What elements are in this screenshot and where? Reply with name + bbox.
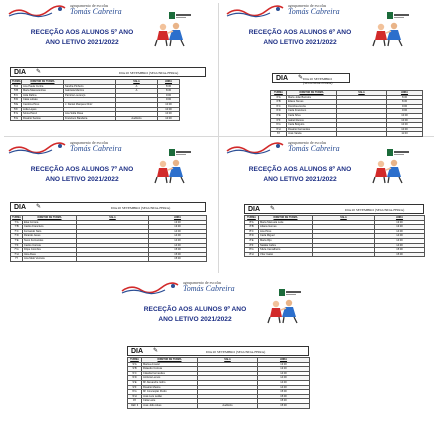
- school-group-label: agrupamento de escolas: [288, 3, 327, 8]
- day-date: DIA 20 SETEMBRO (SEGUNDA-FEIRA): [111, 206, 171, 210]
- table-cell: 8ºC: [245, 229, 259, 234]
- table-cell: 14:00: [149, 234, 207, 239]
- table-cell: Auditório: [116, 116, 158, 121]
- day-label: DIA: [14, 69, 27, 76]
- edit-icon: ✎: [270, 206, 276, 212]
- school-name-text: Tomás Cabreira: [183, 284, 235, 293]
- table-row: [245, 252, 425, 257]
- children-illustration-icon: [154, 21, 186, 47]
- table-cell: 10:30: [158, 116, 180, 121]
- table-cell: Nuno Fernandes: [23, 238, 77, 243]
- table-cell: 10:00: [387, 118, 423, 123]
- table-cell: 15:00: [375, 248, 425, 253]
- table-cell: 9ºH: [128, 394, 142, 399]
- table-cell: 10:30: [387, 127, 423, 132]
- school-name-text: Tomás Cabreira: [70, 7, 122, 16]
- table-cell: Carla Francisco: [287, 109, 337, 114]
- table-row: [11, 257, 207, 262]
- edit-icon: ✎: [36, 69, 42, 75]
- school-name-text: Tomás Cabreira: [70, 144, 122, 153]
- table-cell: Ana Paula Cunha: [22, 84, 64, 89]
- children-illustration-icon: [154, 158, 186, 184]
- school-group-label: agrupamento de escolas: [183, 280, 222, 285]
- table-cell: 6ºI: [271, 132, 287, 137]
- table-cell: Rosário Mestre: [142, 385, 198, 390]
- table-cell: Elsa Correia: [23, 220, 77, 225]
- table-cell: 5ºH: [11, 116, 22, 121]
- table-cell: 7ºH: [11, 252, 23, 257]
- table-cell: 6ºH: [271, 127, 287, 132]
- schedule-table: [10, 79, 207, 121]
- title-line-1: RECEÇÃO AOS ALUNOS 5º ANO: [30, 29, 134, 36]
- day-label: DIA: [14, 204, 27, 211]
- schedule-table: [244, 215, 425, 257]
- notice-title: [234, 165, 366, 185]
- school-name: [70, 141, 122, 153]
- table-cell: Patrícia Lourenço: [64, 93, 116, 98]
- card-header: [4, 3, 211, 21]
- table-cell: 5ºB: [11, 89, 22, 94]
- table-cell: 10:30: [387, 123, 423, 128]
- day-box: [127, 346, 309, 356]
- table-cell: 14:00: [258, 376, 310, 381]
- table-row: [271, 132, 423, 137]
- table-cell: 10:00: [158, 107, 180, 112]
- children-illustration-icon: [372, 158, 404, 184]
- column-header: DIRETOR DE TURMA: [142, 358, 198, 363]
- card-header: [117, 280, 321, 298]
- edit-icon: ✎: [298, 75, 304, 81]
- table-cell: 8:30: [158, 84, 180, 89]
- table-cell: 5ºA: [11, 84, 22, 89]
- day-date: DIA 20 SETEMBRO (SEGUNDA-FEIRA): [206, 350, 266, 354]
- table-cell: Lídia Lopes: [22, 107, 64, 112]
- table-cell: Mª Alexandre Isidro: [142, 380, 198, 385]
- table-cell: Sílvia Carvalheiro: [259, 248, 313, 253]
- table-cell: 9ºG: [128, 390, 142, 395]
- table-cell: 13:30: [149, 220, 207, 225]
- table-cell: 14:00: [375, 234, 425, 239]
- table-cell: 8ºD: [245, 234, 259, 239]
- title-line-2: ANO LETIVO 2021/2022: [45, 39, 119, 46]
- title-line-1: RECEÇÃO AOS ALUNOS 8º ANO: [248, 166, 352, 173]
- table-cell: Vítor Inácio: [259, 252, 313, 257]
- day-box: [244, 204, 424, 214]
- table-cell: 5ºC: [11, 93, 22, 98]
- table-cell: Carlos Francisco: [23, 225, 77, 230]
- table-cell: 14:30: [258, 380, 310, 385]
- table-cell: Dorothea Horta: [287, 104, 337, 109]
- table-cell: 13:30: [375, 220, 425, 225]
- table-cell: 8ºH: [245, 252, 259, 257]
- table-cell: 15:00: [149, 248, 207, 253]
- table-cell: 7ºF: [11, 243, 23, 248]
- ministry-logo-icon: [169, 144, 191, 153]
- column-header: HORA: [258, 358, 310, 363]
- table-cell: 9ºA: [128, 362, 142, 367]
- table-cell: 9ºB: [128, 367, 142, 372]
- table-cell: Liliana Gomes: [259, 225, 313, 230]
- table-cell: 13:30: [375, 225, 425, 230]
- table-cell: Carla Bolguito: [287, 123, 337, 128]
- title-line-2: ANO LETIVO 2021/2022: [263, 176, 337, 183]
- table-cell: Célia Leite: [142, 399, 198, 404]
- table-cell: Aida Rafina: [22, 93, 64, 98]
- table-cell: 14:00: [375, 229, 425, 234]
- table-cell: 6ºB: [271, 100, 287, 105]
- table-cell: José Varela: [287, 132, 337, 137]
- table-cell: 10:00: [158, 102, 180, 107]
- day-box: [272, 73, 350, 83]
- school-name: [183, 281, 235, 293]
- table-cell: 10:30: [158, 112, 180, 117]
- column-header: TURMA: [271, 91, 287, 96]
- table-cell: 15:00: [258, 390, 310, 395]
- table-cell: 6ºF: [271, 118, 287, 123]
- table-cell: Ana Sofia Rosa: [64, 112, 116, 117]
- notice-card: [222, 140, 429, 271]
- table-cell: 14:30: [258, 385, 310, 390]
- table-cell: Eliane Nunes: [287, 100, 337, 105]
- notice-title: [129, 305, 261, 325]
- table-cell: 15:00: [258, 394, 310, 399]
- table-cell: Antónia Lemos: [142, 376, 198, 381]
- table-cell: 8ºF: [245, 243, 259, 248]
- school-name-text: Tomás Cabreira: [288, 7, 340, 16]
- table-cell: 11:00: [387, 132, 423, 137]
- table-cell: Carla Silva: [287, 113, 337, 118]
- table-cell: 13:30: [149, 225, 207, 230]
- day-label: DIA: [248, 206, 261, 213]
- table-cell: 7ºE: [11, 238, 23, 243]
- column-header: DIRETOR DE TURMA: [287, 91, 337, 96]
- table-cell: 13:30: [258, 362, 310, 367]
- day-label: DIA: [276, 75, 289, 82]
- table-cell: José Júlio Alves: [142, 403, 198, 408]
- column-header: TURMA: [12, 80, 21, 83]
- school-logo-icon: [8, 142, 66, 156]
- table-cell: [77, 257, 149, 262]
- table-cell: 9ºI: [128, 399, 142, 404]
- table-cell: 5ºG: [11, 112, 22, 117]
- table-cell: 10:00: [387, 113, 423, 118]
- notice-card: [4, 3, 211, 134]
- column-header: DIRETOR DE TURMA: [259, 216, 313, 221]
- table-cell: 9:00: [158, 98, 180, 103]
- column-header: SALA: [337, 91, 387, 96]
- school-logo-icon: [8, 5, 66, 19]
- card-header: [222, 3, 429, 21]
- table-cell: 8:30: [158, 89, 180, 94]
- table-cell: 15:00: [375, 252, 425, 257]
- table-cell: J. Daniel Marques Diniz: [64, 102, 116, 107]
- table-cell: Maria João Barreira: [287, 95, 337, 100]
- table-cell: 6ºA: [271, 95, 287, 100]
- title-line-2: ANO LETIVO 2021/2022: [45, 176, 119, 183]
- children-illustration-icon: [267, 298, 299, 324]
- column-header: SALA: [313, 216, 375, 221]
- table-cell: Rosário Santos: [22, 116, 64, 121]
- table-cell: 14:30: [375, 243, 425, 248]
- table-cell: Inês Alves: [23, 252, 77, 257]
- table-cell: Maria Manuela Leite: [259, 220, 313, 225]
- table-cell: 9ºF: [128, 385, 142, 390]
- school-group-label: agrupamento de escolas: [288, 140, 327, 145]
- column-header: HORA: [375, 216, 425, 221]
- table-cell: Filipe Coimbra: [23, 248, 77, 253]
- table-cell: 9ºC: [128, 371, 142, 376]
- table-cell: Carla Miguel: [259, 234, 313, 239]
- table-cell: 8:30: [387, 100, 423, 105]
- card-header: [222, 140, 429, 158]
- school-logo-icon: [226, 5, 284, 19]
- table-cell: 6ºE: [271, 113, 287, 118]
- table-cell: 14:30: [149, 243, 207, 248]
- table-cell: Francisco Bandeira: [64, 116, 116, 121]
- school-name: [70, 4, 122, 16]
- table-cell: Carlos Correia: [23, 243, 77, 248]
- table-cell: 9ºD: [128, 376, 142, 381]
- table-cell: 7ºD: [11, 234, 23, 239]
- ministry-logo-icon: [279, 284, 301, 293]
- table-cell: Natália Cabra: [259, 243, 313, 248]
- table-cell: 8ºG: [245, 248, 259, 253]
- school-group-label: agrupamento de escolas: [70, 3, 109, 8]
- table-row: [11, 116, 207, 121]
- table-cell: Ricardo Jesus: [23, 234, 77, 239]
- school-name-text: Tomás Cabreira: [288, 144, 340, 153]
- table-cell: 9:00: [387, 109, 423, 114]
- column-divider: [218, 3, 219, 273]
- table-cell: 14:00: [258, 371, 310, 376]
- title-line-1: RECEÇÃO AOS ALUNOS 6º ANO: [248, 29, 352, 36]
- title-line-2: ANO LETIVO 2021/2022: [158, 316, 232, 323]
- notice-title: [16, 28, 148, 48]
- notice-card: [222, 3, 429, 134]
- table-row: [128, 403, 310, 408]
- ministry-logo-icon: [387, 7, 409, 16]
- column-header: TURMA: [128, 358, 142, 363]
- edit-icon: ✎: [153, 348, 159, 354]
- title-line-1: RECEÇÃO AOS ALUNOS 9º ANO: [143, 306, 247, 313]
- table-cell: 5ºE: [11, 102, 22, 107]
- table-cell: 15:30: [149, 257, 207, 262]
- table-header-row: [11, 216, 207, 221]
- card-header: [4, 140, 211, 158]
- schedule-table: [270, 90, 423, 137]
- table-cell: 14:30: [149, 238, 207, 243]
- day-date: DIA 20 SETEMBRO (SEGUNDA-FEIRA): [303, 77, 333, 85]
- table-cell: 15:00: [149, 252, 207, 257]
- table-cell: 9ºE: [128, 380, 142, 385]
- table-cell: 8:30: [387, 95, 423, 100]
- table-cell: 6ºG: [271, 123, 287, 128]
- table-cell: Maria Rijo: [259, 238, 313, 243]
- table-cell: Cátia Lobato: [22, 98, 64, 103]
- table-cell: Marisa Amaral: [142, 362, 198, 367]
- table-cell: 8ºB: [245, 225, 259, 230]
- table-cell: Gabriela Martins: [64, 89, 116, 94]
- school-logo-icon: [226, 142, 284, 156]
- day-label: DIA: [131, 348, 144, 355]
- table-cell: Rosário Fernandes: [287, 127, 337, 132]
- table-cell: 13:30: [258, 367, 310, 372]
- column-header: SALA: [198, 358, 258, 363]
- table-cell: 5ºF: [11, 107, 22, 112]
- table-cell: Auditório: [198, 403, 258, 408]
- table-cell: 7ºA: [11, 220, 23, 225]
- table-cell: 9:00: [387, 104, 423, 109]
- column-header: HORA: [158, 80, 180, 85]
- column-header: DIRETOR DE TURMA: [23, 216, 77, 221]
- table-cell: 8ºE: [245, 238, 259, 243]
- column-header: SALA: [116, 80, 158, 85]
- day-date: DIA 20 SETEMBRO (SEGUNDA-FEIRA): [345, 208, 405, 212]
- table-cell: 15:30: [258, 399, 310, 404]
- table-cell: A: [116, 84, 158, 89]
- table-cell: 7ºB: [11, 225, 23, 230]
- school-name: [288, 141, 340, 153]
- table-cell: 7ºC: [11, 229, 23, 234]
- notice-card: [4, 140, 211, 271]
- column-header: HORA: [387, 91, 423, 96]
- table-cell: Carolina Pires: [22, 102, 64, 107]
- table-cell: 15:30: [258, 403, 310, 408]
- schedule-table: [10, 215, 207, 262]
- day-box: [10, 202, 206, 212]
- title-line-1: RECEÇÃO AOS ALUNOS 7º ANO: [30, 166, 134, 173]
- column-header: SALA: [77, 216, 149, 221]
- children-illustration-icon: [372, 21, 404, 47]
- table-cell: Rolando Correia: [142, 367, 198, 372]
- notice-title: [16, 165, 148, 185]
- ministry-logo-icon: [387, 144, 409, 153]
- table-cell: [313, 252, 375, 257]
- table-cell: Ana Melo Ventura: [23, 257, 77, 262]
- table-cell: Cláudia Fernandes: [142, 371, 198, 376]
- table-cell: Sandra Pinheiro: [64, 84, 116, 89]
- table-cell: 9:00: [158, 93, 180, 98]
- table-cell: 6ºC: [271, 104, 287, 109]
- day-box: [10, 67, 206, 77]
- title-line-2: ANO LETIVO 2021/2022: [263, 39, 337, 46]
- table-cell: 7ºI: [11, 257, 23, 262]
- table-cell: Fernando Neto: [23, 229, 77, 234]
- table-cell: CEF 3: [128, 403, 142, 408]
- notice-title: [234, 28, 366, 48]
- table-cell: 5ºD: [11, 98, 22, 103]
- column-header: TURMA: [245, 216, 259, 221]
- table-cell: Isabel Ramos: [287, 118, 337, 123]
- day-date: DIA 20 SETEMBRO (SEGUNDA-FEIRA): [119, 71, 179, 75]
- table-cell: 6ºD: [271, 109, 287, 114]
- table-cell: José Luís Leitão: [142, 394, 198, 399]
- table-cell: Maria Mascarenhas: [22, 89, 64, 94]
- table-cell: Ana Pires: [259, 229, 313, 234]
- table-cell: A: [116, 89, 158, 94]
- edit-icon: ✎: [36, 204, 42, 210]
- ministry-logo-icon: [169, 7, 191, 16]
- schedule-table: [127, 357, 310, 409]
- table-cell: 14:00: [149, 229, 207, 234]
- table-cell: 8ºA: [245, 220, 259, 225]
- table-cell: Sónia Pérez: [22, 112, 64, 117]
- school-group-label: agrupamento de escolas: [70, 140, 109, 145]
- table-cell: Mª Conceição Pedro: [142, 390, 198, 395]
- table-cell: 7ºG: [11, 248, 23, 253]
- table-cell: [337, 132, 387, 137]
- notice-card: [117, 280, 321, 424]
- column-header: TURMA: [12, 216, 21, 219]
- column-header: HORA: [149, 216, 207, 221]
- column-header: DIRETOR DE TURMA: [22, 80, 64, 85]
- table-cell: 14:30: [375, 238, 425, 243]
- school-logo-icon: [121, 282, 179, 296]
- school-name: [288, 4, 340, 16]
